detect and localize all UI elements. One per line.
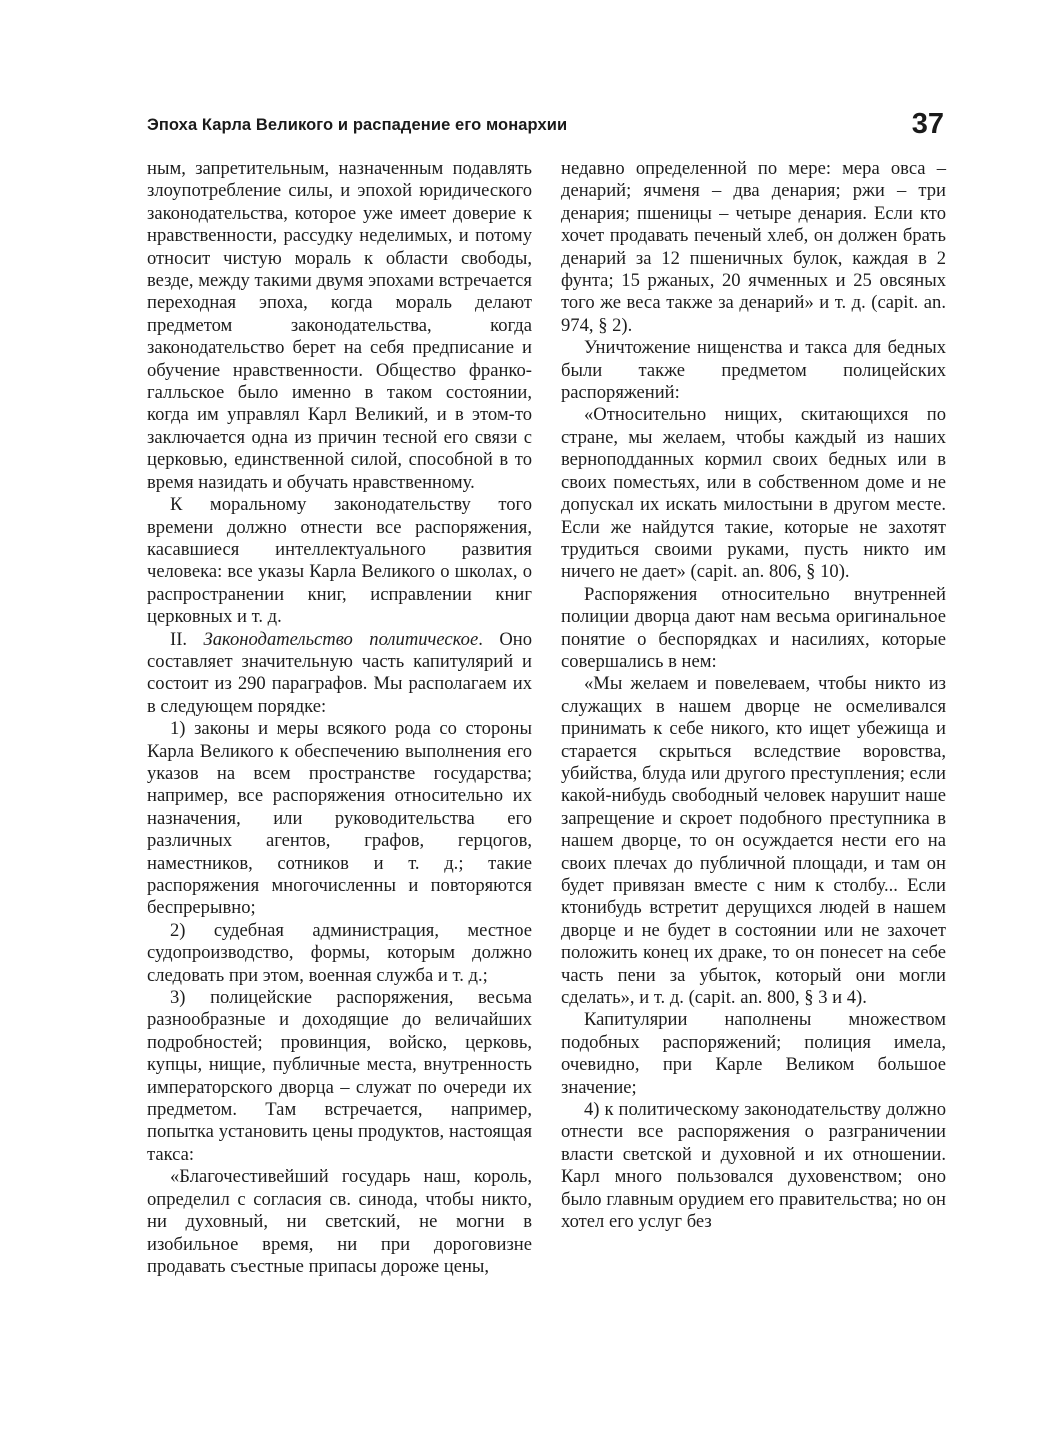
paragraph-section-heading <box>147 629 532 719</box>
running-title: Эпоха Карла Великого и распадение его монархии <box>147 116 568 134</box>
paragraph: К моральному законодательству того времени должно отнести все распоряжения, касавшиеся интеллектуального развития человека: все указы Карла Великого о школах, о распространении книг, исправлении книг церковных и т. д. <box>147 494 532 628</box>
quotation: «Относительно нищих, скитающихся по стране, мы желаем, чтобы каждый из наших верноподданных кормил своих бедных или в своих поместьях, или в собственном доме и не допускал их искать милостыни в другом месте. Если же найдутся такие, которые не захотят трудиться своими руками, пусть никто им ничего не дает» (capit. an. 806, § 10). <box>561 404 946 583</box>
quotation: «Мы желаем и повелеваем, чтобы никто из служащих в нашем дворце не осмеливался принимать к себе никого, кто ищет убежища и старается скрыться вследствие воровства, убийства, блуда или другого преступления; если какой-нибудь свободный человек нарушит наше запрещение и скроет подобного преступника в нашем дворце, то он осуждается нести его на своих плечах до публичной площади, и там он будет привязан вместе с ним к столбу... Если ктонибудь встретит дерущихся людей в нашем дворце и не будет в состоянии или не захочет положить конец их драке, то он понесет на себе часть пени за убыток, который они могли сделать», и т. д. (capit. an. 800, § 3 и 4). <box>561 673 946 1009</box>
list-item: 2) судебная администрация, местное судопроизводство, формы, которым должно следовать при этом, военная служба и т. д.; <box>147 919 532 986</box>
section-title: Законодательство политическое <box>203 628 479 650</box>
section-number: II. <box>170 628 204 650</box>
quotation-continued: недавно определенной по мере: мера овса – денарий; ячменя – два денария; ржи – три денария; пшеницы – четыре денария. Если кто хочет продавать печеный хлеб, он должен брать денарий за 12 пшеничных булок, каждая в 2 фунта; 15 ржаных, 20 ячменных и 25 овсяных того же веса также за денарий» и т. д. (capit. an. 974, § 2). <box>561 158 946 336</box>
left-column <box>147 158 532 1278</box>
page-number: 37 <box>911 108 944 140</box>
paragraph: Капитулярии наполнены множеством подобных распоряжений; полиция имела, очевидно, при Карле Великом большое значение; <box>561 1009 946 1098</box>
list-item: 4) к политическому законодательству должно отнести все распоряжения о разграничении власти светской и духовной и их отношении. Карл много пользовался духовенством; оно было главным орудием его правительства; но он хотел его услуг без <box>561 1099 946 1233</box>
list-item: 3) полицейские распоряжения, весьма разнообразные и доходящие до величайших подробностей; провинция, войско, церковь, купцы, нищие, публичные места, внутренность императорского дворца – служат по очереди их предметом. Там встречается, например, попытка установить цены продуктов, настоящая такса: <box>147 987 532 1165</box>
section-text: . Оно составляет значительную часть капитулярий и состоит из 290 параграфов. Мы располагаем их в следующем порядке: <box>147 628 532 717</box>
right-column <box>561 158 946 1234</box>
paragraph: ным, запретительным, назначенным подавлять злоупотребление силы, и эпохой юридического законодательства, которое уже имеет доверие к нравственности, рассудку неделимых, и потому относит чистую мораль к области свободы, везде, между такими двумя эпохами встречается переходная эпоха, когда мораль делают предметом законодательства, когда законодательство берет на себя предписание и обучение нравственности. Общество франко-галльское было именно в таком состоянии, когда им управлял Карл Великий, и в этом-то заключается одна из причин тесной его связи с церковью, единственной силой, способной в то время назидать и обучать нравственному. <box>147 158 532 493</box>
paragraph: Распоряжения относительно внутренней полиции дворца дают нам весьма оригинальное понятие о беспорядках и насилиях, которые совершались в нем: <box>561 583 946 672</box>
paragraph: Уничтожение нищенства и такса для бедных были также предметом полицейских распоряжений: <box>561 337 946 404</box>
list-item: 1) законы и меры всякого рода со стороны Карла Великого к обеспечению выполнения его указов на всем пространстве государства; например, все распоряжения относительно их назначения, или руководительства его различных агентов, графов, герцогов, наместников, сотников и т. д.; такие распоряжения многочисленны и повторяются беспрерывно; <box>147 718 532 919</box>
page-header <box>147 108 944 148</box>
quotation: «Благочестивейший государь наш, король, определил с согласия св. синода, чтобы никто, ни духовный, ни светский, не могни в изобильное время, ни при дороговизне продавать съестные припасы дороже цены, <box>147 1166 532 1277</box>
